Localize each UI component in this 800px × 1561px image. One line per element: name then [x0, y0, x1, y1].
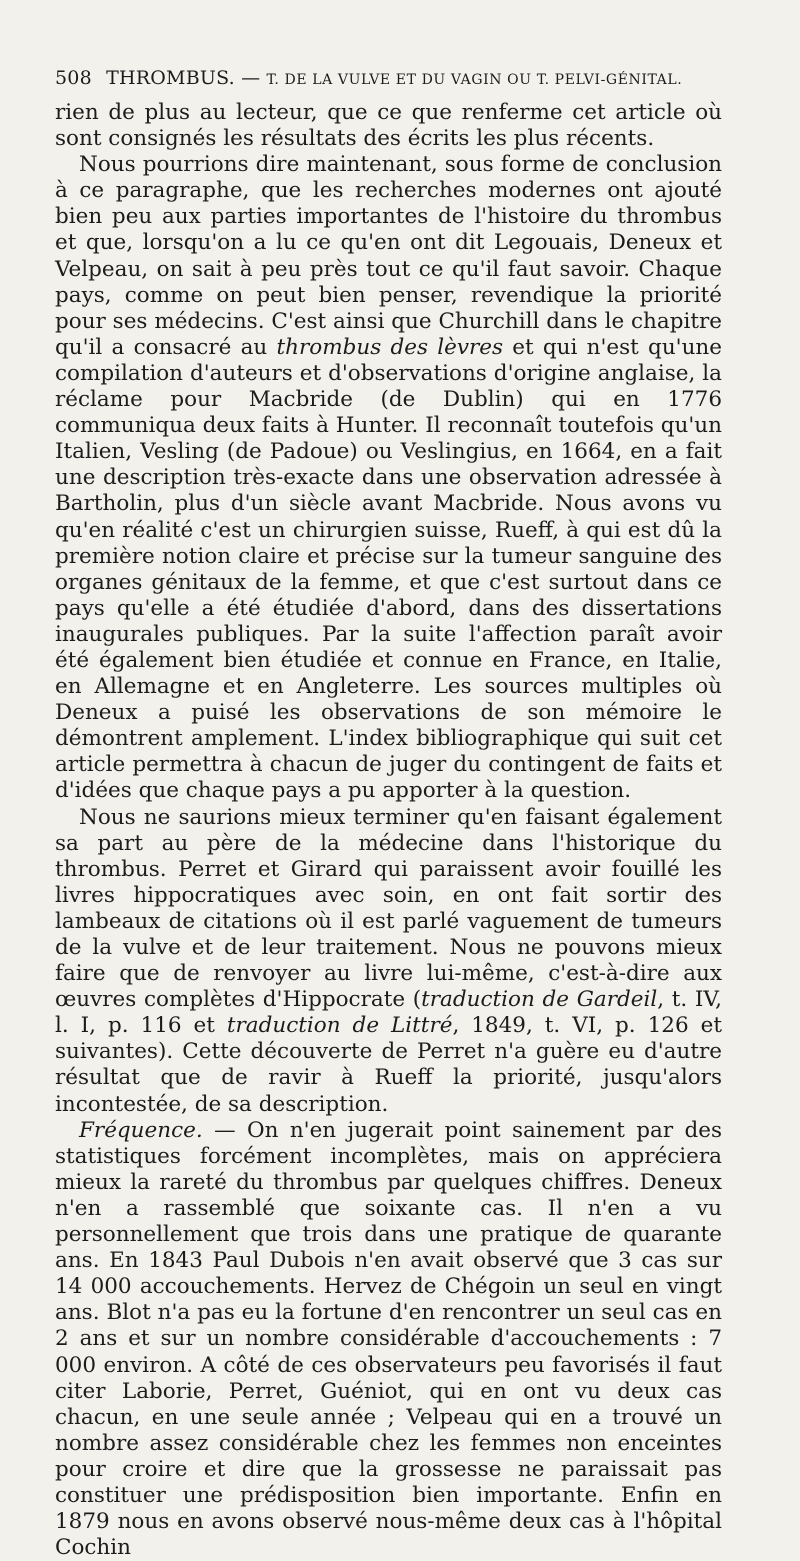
section-heading-frequence: Fréquence.: [79, 1117, 203, 1143]
paragraph-text: , 1849, t. VI, p. 126 et suivantes). Cette découverte de Perret n'a guère eu d'autre résultat que de ravir à Rueff la priorité, jusqu'alors incontestée, de sa description.: [55, 1013, 722, 1117]
paragraph-continuation: [55, 100, 722, 152]
italic-citation: traduction de Gardeil: [421, 987, 658, 1013]
header-separator: —: [234, 67, 267, 89]
header-title: THROMBUS.: [106, 67, 235, 89]
paragraph-hippocrates: [55, 805, 722, 1118]
paragraph-conclusion: [55, 152, 722, 804]
running-head: [55, 64, 722, 94]
paragraph-text: et qui n'est qu'une compilation d'auteurs et d'observations d'origine anglaise, la réclame pour Macbride (de Dublin) qui en 1776 communiqua deux faits à Hunter. Il reconnaît toutefois qu'un Italien, Vesling (de Padoue) ou Veslingius, en 1664, en a fait une description très-exacte dans une observation adressée à Bartholin, plus d'un siècle avant Macbride. Nous avons vu qu'en réalité c'est un chirurgien suisse, Rueff, à qui est dû la première notion claire et précise sur la tumeur sanguine des organes génitaux de la femme, et que c'est surtout dans ce pays qu'elle a été étudiée d'abord, dans des dissertations inaugurales publiques. Par la suite l'affection paraît avoir été également bien étudiée et connue en France, en Italie, en Allemagne et en Angleterre. Les sources multiples où Deneux a puisé les observations de son mémoire le démontrent amplement. L'index bibliographique qui suit cet article permettra à chacun de juger du contingent de faits et d'idées que chaque pays a pu apporter à la question.: [55, 334, 722, 804]
page-number: 508: [55, 67, 92, 89]
paragraph-text: Nous ne saurions mieux terminer qu'en faisant également sa part au père de la médecine dans l'historique du thrombus. Perret et Girard qui paraissent avoir fouillé les livres hippocratiques avec soin, en ont fait sortir des lambeaux de citations où il est parlé vaguement de tumeurs de la vulve et de leur traitement. Nous ne pouvons mieux faire que de renvoyer au livre lui-même, c'est-à-dire aux œuvres complètes d'Hippocrate (: [55, 804, 722, 1013]
paragraph-text: Nous pourrions dire maintenant, sous forme de conclusion à ce paragraphe, que les recherches modernes ont ajouté bien peu aux parties importantes de l'histoire du thrombus et que, lorsqu'on a lu ce qu'en ont dit Legouais, Deneux et Velpeau, on sait à peu près tout ce qu'il faut savoir. Chaque pays, comme on peut bien penser, revendique la priorité pour ses médecins. C'est ainsi que Churchill dans le chapitre qu'il a consacré au: [55, 152, 722, 360]
paragraph-text: — On n'en jugerait point sainement par des statistiques forcément incomplètes, mais on appréciera mieux la rareté du thrombus par quelques chiffres. Deneux n'en a rassemblé que soixante cas. Il n'en a vu personnellement que trois dans une pratique de quarante ans. En 1843 Paul Dubois n'en avait observé que 3 cas sur 14 000 accouchements. Hervez de Chégoin un seul en vingt ans. Blot n'a pas eu la fortune d'en rencontrer un seul cas en 2 ans et sur un nombre considérable d'accouchements : 7 000 environ. A côté de ces observateurs peu favorisés il faut citer Laborie, Perret, Guéniot, qui en ont vu deux cas chacun, en une seule année ; Velpeau qui en a trouvé un nombre assez considérable chez les femmes non enceintes pour croire et dire que la grossesse ne paraissait pas constituer une prédisposition bien importante. Enfin en 1879 nous en avons observé nous-même deux cas à l'hôpital Cochin: [55, 1117, 722, 1561]
running-title: T. DE LA VULVE ET DU VAGIN OU T. PELVI-GÉNITAL.: [266, 72, 683, 88]
paragraph-text: , t. IV, l. I, p. 116 et: [55, 987, 722, 1039]
italic-term: thrombus des lèvres: [276, 334, 504, 360]
italic-citation: traduction de Littré: [226, 1013, 453, 1039]
paragraph-frequence: [55, 1118, 722, 1561]
paragraph-text: rien de plus au lecteur, que ce que renferme cet article où sont consignés les résultats des écrits les plus récents.: [55, 100, 722, 152]
